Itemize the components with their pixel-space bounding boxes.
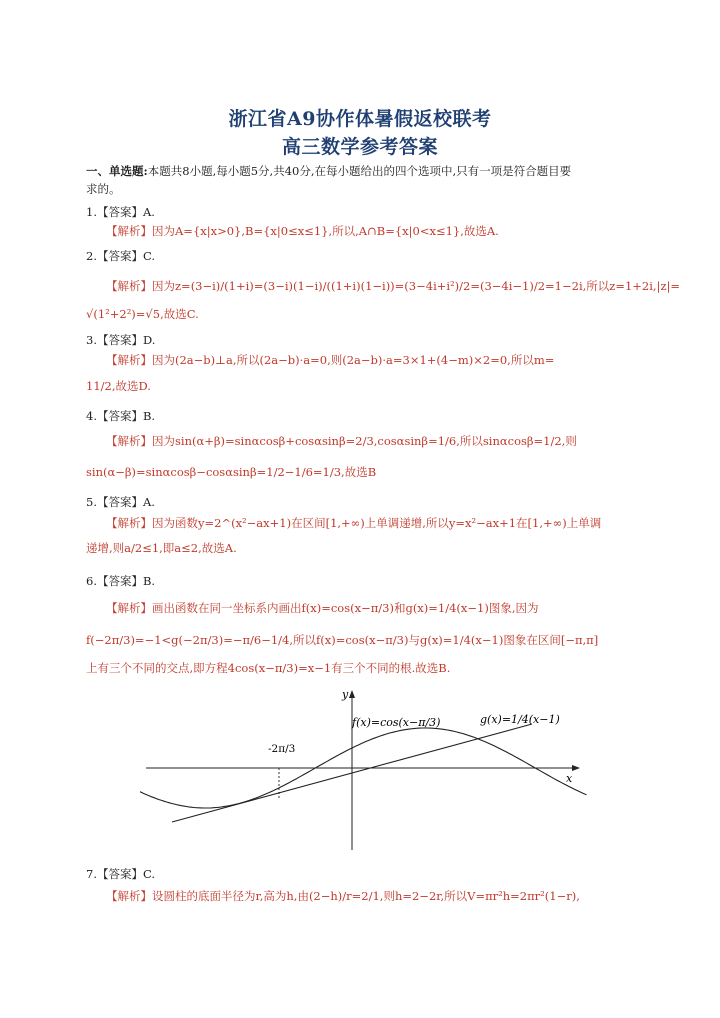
q3-solution-cont: 11/2,故选D. xyxy=(86,379,151,393)
q5-answer: 5.【答案】A. xyxy=(86,495,155,509)
q5-solution: 【解析】因为函数y=2^(x²−ax+1)在区间[1,+∞)上单调递增,所以y=x²−ax+1在[1,+∞)上单调 xyxy=(106,516,602,530)
q6-solution-cont: f(−2π/3)=−1<g(−2π/3)=−π/6−1/4,所以f(x)=cos(x−π/3)与g(x)=1/4(x−1)图象在区间[−π,π] xyxy=(86,633,599,647)
q3-answer: 3.【答案】D. xyxy=(86,333,156,347)
page-subtitle: 高三数学参考答案 xyxy=(281,136,438,158)
q2-solution-cont: √(1²+2²)=√5,故选C. xyxy=(86,307,199,321)
f-label: f(x)=cos(x−π/3) xyxy=(352,716,441,729)
section-heading: 一、单选题: xyxy=(86,164,148,178)
q6-solution-cont2: 上有三个不同的交点,即方程4cos(x−π/3)=x−1有三个不同的根.故选B. xyxy=(86,661,451,675)
x-axis-arrow xyxy=(572,765,580,771)
q2-solution: 【解析】因为z=(3−i)/(1+i)=(3−i)(1−i)/((1+i)(1−i))=(3−4i+i²)/2=(3−4i−1)/2=1−2i,所以z=1+2i,|z|= xyxy=(106,279,681,293)
section-description: 本题共8小题,每小题5分,共40分,在每小题给出的四个选项中,只有一项是符合题目要 xyxy=(147,164,572,178)
q5-solution-cont: 递增,则a/2≤1,即a≤2,故选A. xyxy=(86,541,237,555)
x-axis-label: x xyxy=(566,772,573,785)
graph-svg xyxy=(140,686,590,852)
q6-answer: 6.【答案】B. xyxy=(86,574,156,588)
tick-label-neg-2pi-3: -2π/3 xyxy=(268,743,296,755)
y-axis-arrow xyxy=(349,690,355,698)
g-label: g(x)=1/4(x−1) xyxy=(480,713,560,726)
q4-solution-cont: sin(α−β)=sinαcosβ−cosαsinβ=1/2−1/6=1/3,故选B xyxy=(86,465,377,479)
function-graph xyxy=(140,686,590,852)
y-axis-label: y xyxy=(342,688,349,701)
q7-answer: 7.【答案】C. xyxy=(86,867,156,881)
q2-answer: 2.【答案】C. xyxy=(86,249,156,263)
section-description-cont: 求的。 xyxy=(86,182,121,196)
q1-answer: 1.【答案】A. xyxy=(86,205,155,219)
q4-answer: 4.【答案】B. xyxy=(86,409,156,423)
q4-solution: 【解析】因为sin(α+β)=sinαcosβ+cosαsinβ=2/3,cosαsinβ=1/6,所以sinαcosβ=1/2,则 xyxy=(106,434,577,448)
q6-solution: 【解析】画出函数在同一坐标系内画出f(x)=cos(x−π/3)和g(x)=1/4(x−1)图象,因为 xyxy=(106,601,539,615)
page-title: 浙江省A9协作体暑假返校联考 xyxy=(228,108,492,130)
q3-solution: 【解析】因为(2a−b)⊥a,所以(2a−b)·a=0,则(2a−b)·a=3×1+(4−m)×2=0,所以m= xyxy=(106,353,555,367)
section-intro xyxy=(86,163,646,179)
q1-solution: 【解析】因为A={x|x>0},B={x|0≤x≤1},所以,A∩B={x|0<x≤1},故选A. xyxy=(106,224,499,238)
q7-solution: 【解析】设圆柱的底面半径为r,高为h,由(2−h)/r=2/1,则h=2−2r,所以V=πr²h=2πr²(1−r), xyxy=(106,889,580,903)
